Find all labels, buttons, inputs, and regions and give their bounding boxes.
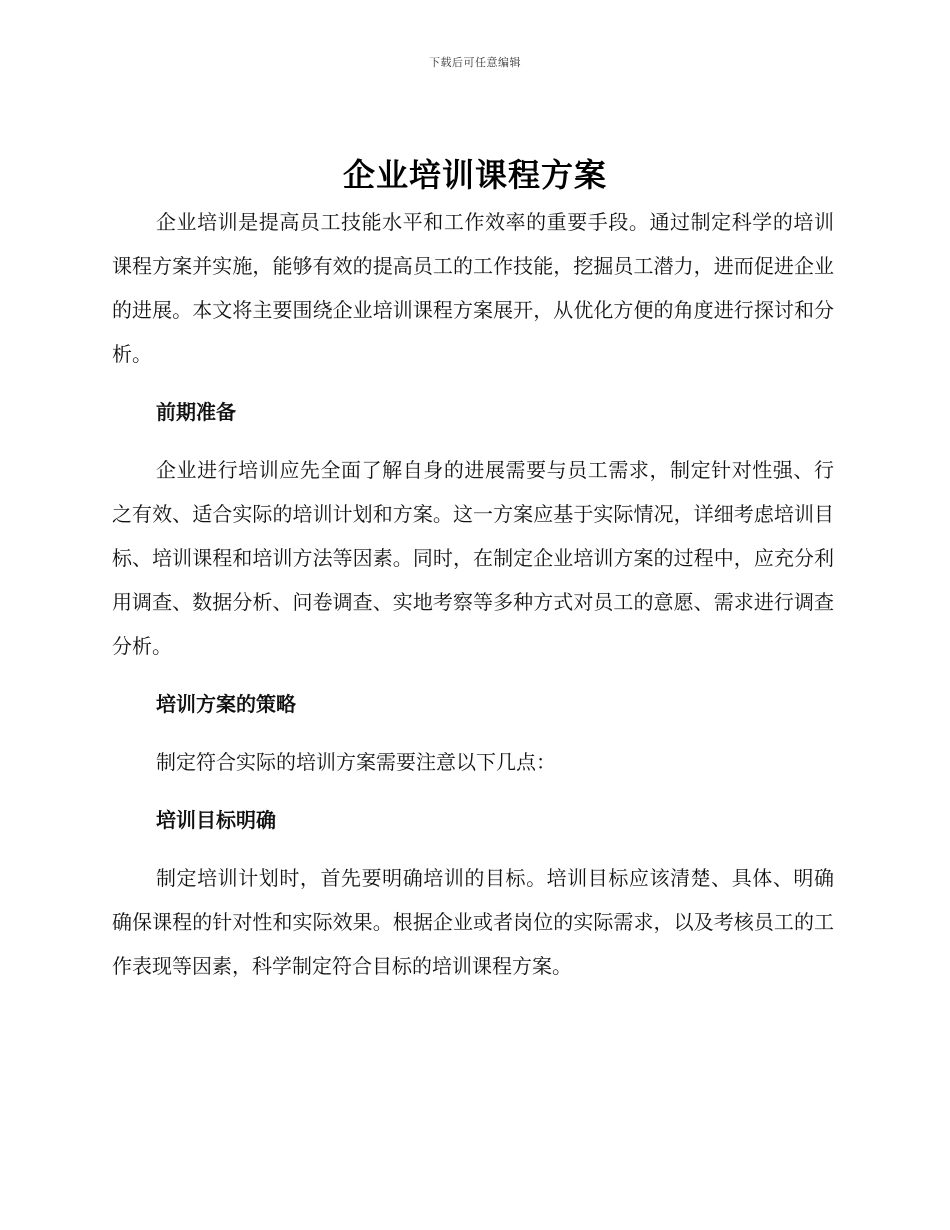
document-title: 企业培训课程方案 xyxy=(342,156,607,194)
header-note: 下载后可任意编辑 xyxy=(429,56,521,69)
section-heading-strategy: 培训方案的策略 xyxy=(156,692,296,716)
document-body xyxy=(112,200,834,1002)
preparation-paragraph: 企业进行培训应先全面了解自身的进展需要与员工需求，制定针对性强、行之有效、适合实际的培训计划和方案。这一方案应基于实际情况，详细考虑培训目标、培训课程和培训方法等因素。同时，在制定企业培训方案的过程中，应充分利用调查、数据分析、问卷调查、实地考察等多种方式对员工的意愿、需求进行调查分析。 xyxy=(112,458,834,658)
section-heading-goals: 培训目标明确 xyxy=(156,808,276,832)
intro-paragraph: 企业培训是提高员工技能水平和工作效率的重要手段。通过制定科学的培训课程方案并实施，能够有效的提高员工的工作技能，挖掘员工潜力，进而促进企业的进展。本文将主要围绕企业培训课程方案展开，从优化方便的角度进行探讨和分析。 xyxy=(112,210,834,366)
goals-paragraph: 制定培训计划时，首先要明确培训的目标。培训目标应该清楚、具体、明确确保课程的针对性和实际效果。根据企业或者岗位的实际需求，以及考核员工的工作表现等因素，科学制定符合目标的培训课程方案。 xyxy=(112,866,834,978)
strategy-paragraph: 制定符合实际的培训方案需要注意以下几点： xyxy=(156,750,556,774)
section-heading-preparation: 前期准备 xyxy=(156,400,236,424)
